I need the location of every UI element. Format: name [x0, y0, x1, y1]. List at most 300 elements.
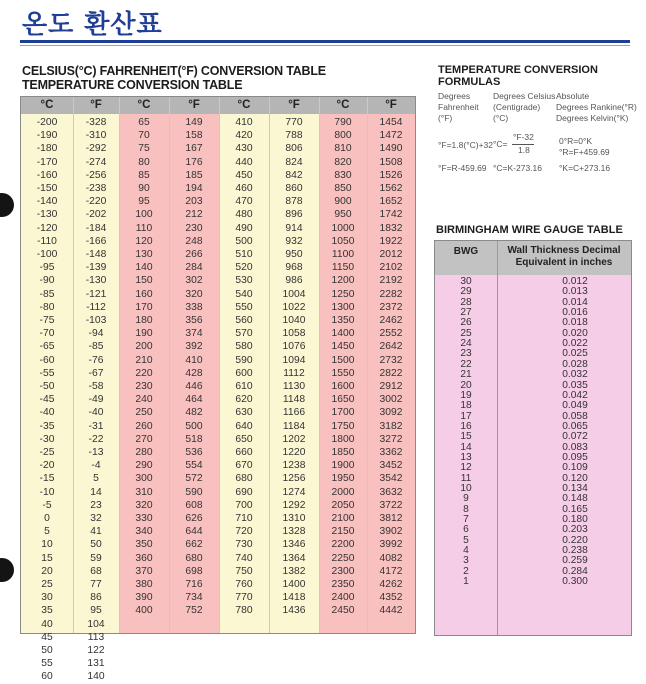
celsius-cell: -75 [39, 315, 55, 326]
celsius-cell: 900 [334, 196, 352, 208]
celsius-table-heading: CELSIUS(°C) FAHRENHEIT(°F) CONVERSION TABLE [22, 64, 326, 78]
celsius-cell: 630 [235, 407, 253, 419]
fahrenheit-cell: 1166 [282, 407, 306, 419]
fahrenheit-cell: 4442 [379, 605, 403, 617]
celsius-cell: -170 [36, 156, 58, 168]
celsius-cell: 1150 [331, 262, 355, 274]
fahrenheit-cell: 2192 [379, 275, 403, 287]
fahrenheit-cell: 2102 [379, 262, 403, 274]
celsius-cell: 2300 [331, 565, 355, 577]
celsius-cell: 550 [235, 301, 253, 313]
fahrenheit-cell: 2552 [379, 328, 403, 340]
fahrenheit-cell: 554 [185, 460, 203, 472]
celsius-cell: 2200 [331, 539, 355, 551]
fahrenheit-cell: 3362 [379, 447, 403, 458]
fahrenheit-cell: 1184 [282, 420, 306, 432]
fahrenheit-cell: -310 [85, 130, 107, 142]
celsius-cell: 200 [135, 341, 153, 353]
bwg-cell: 22 [460, 358, 472, 370]
fahrenheit-cell: 41 [90, 526, 102, 538]
celsius-cell: 220 [135, 367, 153, 379]
celsius-cell: 45 [41, 631, 53, 643]
thickness-cell: 0.013 [562, 286, 588, 298]
thickness-cell: 0.049 [562, 400, 588, 412]
fahrenheit-cell: 950 [285, 249, 303, 260]
celsius-cell: 580 [235, 341, 253, 353]
formula-label-absolute: Absolute Degrees Rankine(°R) Degrees Kelvin(°K) [556, 91, 637, 123]
celsius-cell: 100 [135, 209, 153, 221]
fahrenheit-cell: 734 [185, 592, 203, 604]
celsius-cell: -85 [39, 288, 55, 300]
formula-f-from-r: °F=R-459.69 [438, 163, 487, 173]
fahrenheit-cell: 410 [185, 354, 203, 366]
celsius-cell: -70 [39, 328, 55, 340]
celsius-cell: 1600 [331, 381, 355, 392]
wire-gauge-table [434, 240, 632, 636]
fahrenheit-cell: 185 [185, 169, 203, 181]
fahrenheit-cell: 149 [185, 117, 203, 128]
celsius-cell: 110 [135, 222, 153, 234]
celsius-cell: -160 [36, 169, 58, 181]
wire-gauge-title: BIRMINGHAM WIRE GAUGE TABLE [436, 224, 623, 236]
celsius-cell: 50 [41, 645, 53, 656]
fahrenheit-cell: 2462 [379, 315, 403, 326]
celsius-cell: 300 [135, 473, 153, 485]
fahrenheit-cell: 536 [185, 447, 203, 458]
formula-c-from-f [493, 132, 543, 158]
celsius-cell: 2150 [331, 526, 355, 538]
celsius-cell: 2400 [331, 592, 355, 604]
thickness-cell: 0.238 [562, 545, 588, 557]
celsius-cell: 1200 [331, 275, 355, 287]
bwg-cell: 12 [460, 462, 472, 474]
thickness-cell: 0.134 [562, 483, 588, 494]
thickness-cell: 0.020 [562, 327, 588, 339]
celsius-cell: 750 [235, 565, 253, 577]
thickness-cell: 0.180 [562, 514, 588, 526]
bwg-cell: 27 [460, 307, 472, 319]
fahrenheit-cell: 3902 [379, 526, 403, 538]
thickness-header-2: Equivalent in inches [515, 257, 613, 268]
celsius-cell: 1550 [331, 367, 355, 379]
celsius-cell: 2450 [331, 605, 355, 617]
thickness-cell: 0.032 [562, 369, 588, 381]
fahrenheit-cell: -139 [85, 262, 107, 274]
fahrenheit-cell: 1472 [379, 130, 403, 142]
celsius-cell: 130 [135, 249, 153, 260]
celsius-cell: 170 [135, 301, 153, 313]
fahrenheit-cell: 1202 [282, 433, 306, 445]
celsius-cell: 40 [41, 618, 53, 630]
fahrenheit-cell: -94 [88, 328, 104, 340]
bwg-cell: 23 [460, 348, 472, 360]
celsius-cell: 1750 [331, 420, 355, 432]
bwg-cell: 21 [460, 369, 472, 381]
fahrenheit-cell: 716 [185, 579, 203, 590]
thickness-cell: 0.300 [562, 576, 588, 588]
celsius-cell: 670 [235, 460, 253, 472]
fahrenheit-cell: 4262 [379, 579, 403, 590]
celsius-cell: -35 [39, 420, 55, 432]
thickness-cell: 0.022 [562, 338, 588, 350]
celsius-cell: 410 [235, 117, 253, 128]
column-header: °F [90, 99, 102, 111]
column-header: °F [188, 99, 200, 111]
thickness-cell: 0.028 [562, 358, 588, 370]
thickness-cell: 0.095 [562, 451, 588, 463]
celsius-cell: 1000 [331, 222, 355, 234]
celsius-cell: 190 [135, 328, 153, 340]
bwg-cell: 9 [463, 493, 469, 505]
fahrenheit-cell: 518 [185, 433, 203, 445]
fahrenheit-cell: 230 [185, 222, 203, 234]
fahrenheit-cell: -292 [85, 143, 107, 155]
celsius-cell: 770 [235, 592, 253, 604]
fahrenheit-cell: 2912 [379, 381, 403, 392]
celsius-cell: -120 [36, 222, 58, 234]
thickness-cell: 0.203 [562, 524, 588, 536]
fahrenheit-cell: -220 [85, 196, 107, 208]
column-header: °C [336, 99, 350, 111]
celsius-cell: 1800 [331, 433, 355, 445]
fahrenheit-cell: 752 [185, 605, 203, 617]
celsius-cell: 210 [135, 354, 153, 366]
fahrenheit-cell: 284 [185, 262, 203, 274]
celsius-cell: 240 [135, 394, 153, 406]
fahrenheit-cell: -130 [85, 275, 107, 287]
thickness-header-1: Wall Thickness Decimal [507, 245, 621, 256]
celsius-cell: 2250 [331, 552, 355, 564]
fahrenheit-cell: -256 [85, 169, 107, 181]
binder-hole-bottom [0, 558, 14, 582]
celsius-cell: 85 [138, 169, 150, 181]
celsius-cell: 690 [235, 486, 253, 498]
thickness-cell: 0.120 [562, 472, 588, 484]
formula-k-from-c: °K=C+273.16 [559, 163, 611, 173]
celsius-cell: 730 [235, 539, 253, 551]
thickness-cell: 0.012 [562, 276, 588, 287]
celsius-cell: 230 [135, 381, 153, 392]
fahrenheit-cell: 1526 [379, 169, 403, 181]
fahrenheit-cell: 3812 [379, 513, 403, 524]
fahrenheit-cell: 428 [185, 367, 203, 379]
fahrenheit-cell: -22 [88, 433, 104, 445]
fahrenheit-cell: 4352 [379, 592, 403, 604]
celsius-cell: -45 [39, 394, 55, 406]
column-header: °C [40, 99, 54, 111]
fahrenheit-cell: 896 [285, 209, 303, 221]
celsius-cell: 650 [235, 433, 253, 445]
fahrenheit-cell: 1382 [282, 565, 306, 577]
celsius-cell: 150 [135, 275, 153, 287]
fahrenheit-cell: 167 [185, 143, 203, 155]
celsius-cell: 5 [44, 526, 50, 538]
celsius-cell: 510 [235, 249, 253, 260]
fahrenheit-cell: -274 [85, 156, 107, 168]
celsius-cell: -40 [39, 407, 55, 419]
celsius-cell: 1300 [331, 301, 355, 313]
fahrenheit-cell: 914 [285, 222, 303, 234]
fahrenheit-cell: 203 [185, 196, 203, 208]
celsius-cell: -95 [39, 262, 55, 274]
fahrenheit-cell: -202 [85, 209, 107, 221]
celsius-cell: -55 [39, 367, 55, 379]
celsius-cell: 460 [235, 183, 253, 194]
celsius-cell: 560 [235, 315, 253, 326]
fahrenheit-cell: 1274 [282, 486, 306, 498]
celsius-cell: 95 [138, 196, 150, 208]
fahrenheit-cell: 1310 [282, 513, 306, 524]
fahrenheit-cell: 3092 [379, 407, 403, 419]
fahrenheit-cell: 3182 [379, 420, 403, 432]
fahrenheit-cell: 23 [90, 499, 102, 511]
celsius-cell: 450 [235, 169, 253, 181]
fahrenheit-cell: -166 [85, 235, 107, 247]
thickness-cell: 0.042 [562, 389, 588, 401]
celsius-cell: 720 [235, 526, 253, 538]
celsius-cell: 620 [235, 394, 253, 406]
fahrenheit-cell: 3722 [379, 499, 403, 511]
fahrenheit-cell: 2822 [379, 367, 403, 379]
celsius-cell: 160 [135, 288, 153, 300]
thickness-cell: 0.018 [562, 317, 588, 329]
fahrenheit-cell: 500 [185, 420, 203, 432]
celsius-cell: 660 [235, 447, 253, 458]
celsius-cell: -10 [39, 486, 55, 498]
formula-c-numerator: °F-32 [513, 132, 534, 142]
bwg-cell: 10 [460, 483, 472, 494]
fahrenheit-cell: 1148 [282, 394, 306, 406]
bwg-cell: 29 [460, 286, 472, 298]
celsius-cell: -190 [36, 130, 58, 142]
thickness-cell: 0.025 [562, 348, 588, 360]
fahrenheit-cell: 3272 [379, 433, 403, 445]
fahrenheit-cell: 770 [285, 117, 303, 128]
celsius-cell: 65 [138, 117, 150, 128]
celsius-cell: 75 [138, 143, 150, 155]
fahrenheit-cell: 1508 [379, 156, 403, 168]
fahrenheit-cell: 95 [90, 605, 102, 617]
fahrenheit-cell: 1076 [282, 341, 306, 353]
fahrenheit-cell: 806 [285, 143, 303, 155]
fahrenheit-cell: 1094 [282, 354, 306, 366]
fahrenheit-cell: 1022 [282, 301, 306, 313]
fahrenheit-cell: 824 [285, 156, 303, 168]
celsius-cell: -30 [39, 433, 55, 445]
fahrenheit-cell: 1130 [282, 381, 306, 392]
fahrenheit-cell: 968 [285, 262, 303, 274]
celsius-cell: 290 [135, 460, 153, 472]
celsius-cell: -90 [39, 275, 55, 287]
column-header: °C [137, 99, 151, 111]
fahrenheit-cell: 374 [185, 328, 203, 340]
thickness-cell: 0.284 [562, 565, 588, 577]
celsius-cell: 540 [235, 288, 253, 300]
thickness-cell: 0.220 [562, 534, 588, 546]
temperature-conversion-table [20, 96, 416, 683]
fahrenheit-cell: 1004 [282, 288, 306, 300]
fahrenheit-cell: 680 [185, 552, 203, 564]
fahrenheit-cell: 14 [90, 486, 102, 498]
fahrenheit-cell: 626 [185, 513, 203, 524]
celsius-cell: 370 [135, 565, 153, 577]
celsius-cell: -180 [36, 143, 58, 155]
celsius-cell: 2350 [331, 579, 355, 590]
celsius-cell: 350 [135, 539, 153, 551]
fahrenheit-cell: 1112 [283, 367, 305, 379]
celsius-cell: 530 [235, 275, 253, 287]
thickness-cell: 0.016 [562, 307, 588, 319]
fahrenheit-cell: 194 [185, 183, 203, 194]
fahrenheit-cell: 4172 [379, 565, 403, 577]
formulas-title: TEMPERATURE CONVERSION FORMULAS [438, 64, 598, 88]
formula-c-denominator: 1.8 [518, 145, 530, 155]
title-underline [20, 40, 630, 43]
celsius-cell: 1950 [331, 473, 355, 485]
fahrenheit-cell: 3992 [379, 539, 403, 551]
celsius-cell: -100 [36, 249, 58, 260]
fahrenheit-cell: 4082 [379, 552, 403, 564]
celsius-cell: 340 [135, 526, 153, 538]
fahrenheit-cell: 608 [185, 499, 203, 511]
bwg-cell: 7 [463, 514, 469, 526]
formula-label-fahrenheit: Degrees Fahrenheit (°F) [438, 91, 479, 123]
celsius-cell: -15 [39, 473, 55, 485]
formula-c-from-k: °C=K-273.16 [493, 163, 542, 173]
celsius-cell: 260 [135, 420, 153, 432]
bwg-header: BWG [453, 246, 479, 257]
bwg-cell: 2 [463, 565, 469, 577]
celsius-cell: 310 [135, 486, 153, 498]
celsius-cell: 570 [235, 328, 253, 340]
page-title: 온도 환산표 [22, 10, 163, 40]
fahrenheit-cell: -76 [88, 354, 104, 366]
fahrenheit-cell: 131 [87, 658, 105, 670]
celsius-cell: 25 [41, 579, 53, 590]
celsius-cell: 120 [135, 235, 153, 247]
fahrenheit-cell: -40 [88, 407, 104, 419]
celsius-cell: -200 [36, 117, 58, 128]
celsius-cell: 140 [135, 262, 153, 274]
celsius-cell: 610 [235, 381, 253, 392]
fahrenheit-cell: 572 [185, 473, 203, 485]
bwg-cell: 1 [463, 576, 469, 588]
fahrenheit-cell: 212 [185, 209, 203, 221]
fahrenheit-cell: 1292 [282, 499, 306, 511]
celsius-cell: 780 [235, 605, 253, 617]
fahrenheit-cell: 464 [185, 394, 203, 406]
celsius-cell: 640 [235, 420, 253, 432]
celsius-cell: 330 [135, 513, 153, 524]
formula-c-prefix: °C= [493, 139, 508, 149]
celsius-cell: 520 [235, 262, 253, 274]
fahrenheit-cell: 50 [90, 539, 102, 551]
celsius-cell: 1700 [331, 407, 355, 419]
fahrenheit-cell: -184 [85, 222, 107, 234]
celsius-cell: 440 [235, 156, 253, 168]
fahrenheit-cell: -112 [86, 301, 106, 313]
fahrenheit-cell: 1364 [282, 552, 306, 564]
bwg-cell: 28 [460, 296, 472, 308]
celsius-cell: 680 [235, 473, 253, 485]
fahrenheit-cell: 1454 [379, 117, 403, 128]
celsius-cell: 420 [235, 130, 253, 142]
fahrenheit-cell: 2012 [379, 249, 403, 260]
fahrenheit-cell: 1058 [282, 328, 306, 340]
celsius-cell: 490 [235, 222, 253, 234]
fahrenheit-cell: 3632 [379, 486, 403, 498]
formula-f-from-c: °F=1.8(°C)+32 [438, 140, 493, 150]
temperature-table-heading: TEMPERATURE CONVERSION TABLE [22, 78, 243, 92]
fahrenheit-cell: 482 [185, 407, 203, 419]
bwg-cell: 4 [463, 545, 469, 557]
celsius-cell: -5 [42, 499, 52, 511]
fahrenheit-cell: 1922 [379, 235, 403, 247]
fahrenheit-cell: 1220 [282, 447, 306, 458]
celsius-cell: -25 [39, 447, 55, 458]
celsius-cell: 0 [44, 513, 50, 524]
thickness-cell: 0.109 [562, 462, 588, 474]
celsius-cell: -60 [39, 354, 55, 366]
fahrenheit-cell: 68 [90, 565, 102, 577]
celsius-cell: 590 [235, 354, 253, 366]
fahrenheit-cell: 590 [185, 486, 203, 498]
fahrenheit-cell: 644 [185, 526, 203, 538]
fahrenheit-cell: 1400 [282, 579, 306, 590]
thickness-cell: 0.058 [562, 410, 588, 422]
fahrenheit-cell: 356 [185, 315, 203, 326]
fahrenheit-cell: 662 [185, 539, 203, 551]
celsius-cell: 790 [334, 117, 352, 128]
bwg-cell: 26 [460, 317, 472, 329]
title-underline-thin [20, 45, 630, 46]
celsius-cell: 1400 [331, 328, 355, 340]
fahrenheit-cell: 1562 [379, 183, 403, 194]
bwg-cell: 8 [463, 503, 469, 515]
fahrenheit-cell: 986 [285, 275, 303, 287]
thickness-cell: 0.165 [562, 503, 588, 515]
celsius-cell: -130 [36, 209, 58, 221]
celsius-cell: 270 [135, 433, 153, 445]
fahrenheit-cell: 698 [185, 565, 203, 577]
fahrenheit-cell: 2732 [379, 354, 403, 366]
celsius-cell: -65 [39, 341, 55, 353]
celsius-cell: 250 [135, 407, 153, 419]
column-header: °F [288, 99, 300, 111]
bwg-cell: 19 [460, 389, 472, 401]
celsius-cell: 700 [235, 499, 253, 511]
celsius-cell: 480 [235, 209, 253, 221]
celsius-cell: 390 [135, 592, 153, 604]
fahrenheit-cell: -4 [91, 460, 101, 472]
thickness-cell: 0.083 [562, 441, 588, 453]
fahrenheit-cell: 176 [185, 156, 203, 168]
fahrenheit-cell: -85 [88, 341, 104, 353]
celsius-cell: 2050 [331, 499, 355, 511]
celsius-cell: 430 [235, 143, 253, 155]
celsius-cell: 2000 [331, 486, 355, 498]
fahrenheit-cell: 1742 [379, 209, 403, 221]
celsius-cell: 280 [135, 447, 153, 458]
fahrenheit-cell: 842 [285, 169, 303, 181]
formula-rankine-zero: 0°R=0°K [559, 136, 593, 146]
binder-hole-top [0, 193, 14, 217]
fahrenheit-cell: 1490 [379, 143, 403, 155]
fahrenheit-cell: 1256 [282, 473, 306, 485]
celsius-cell: 740 [235, 552, 253, 564]
fahrenheit-cell: 1238 [282, 460, 306, 472]
bwg-cell: 25 [460, 327, 472, 339]
